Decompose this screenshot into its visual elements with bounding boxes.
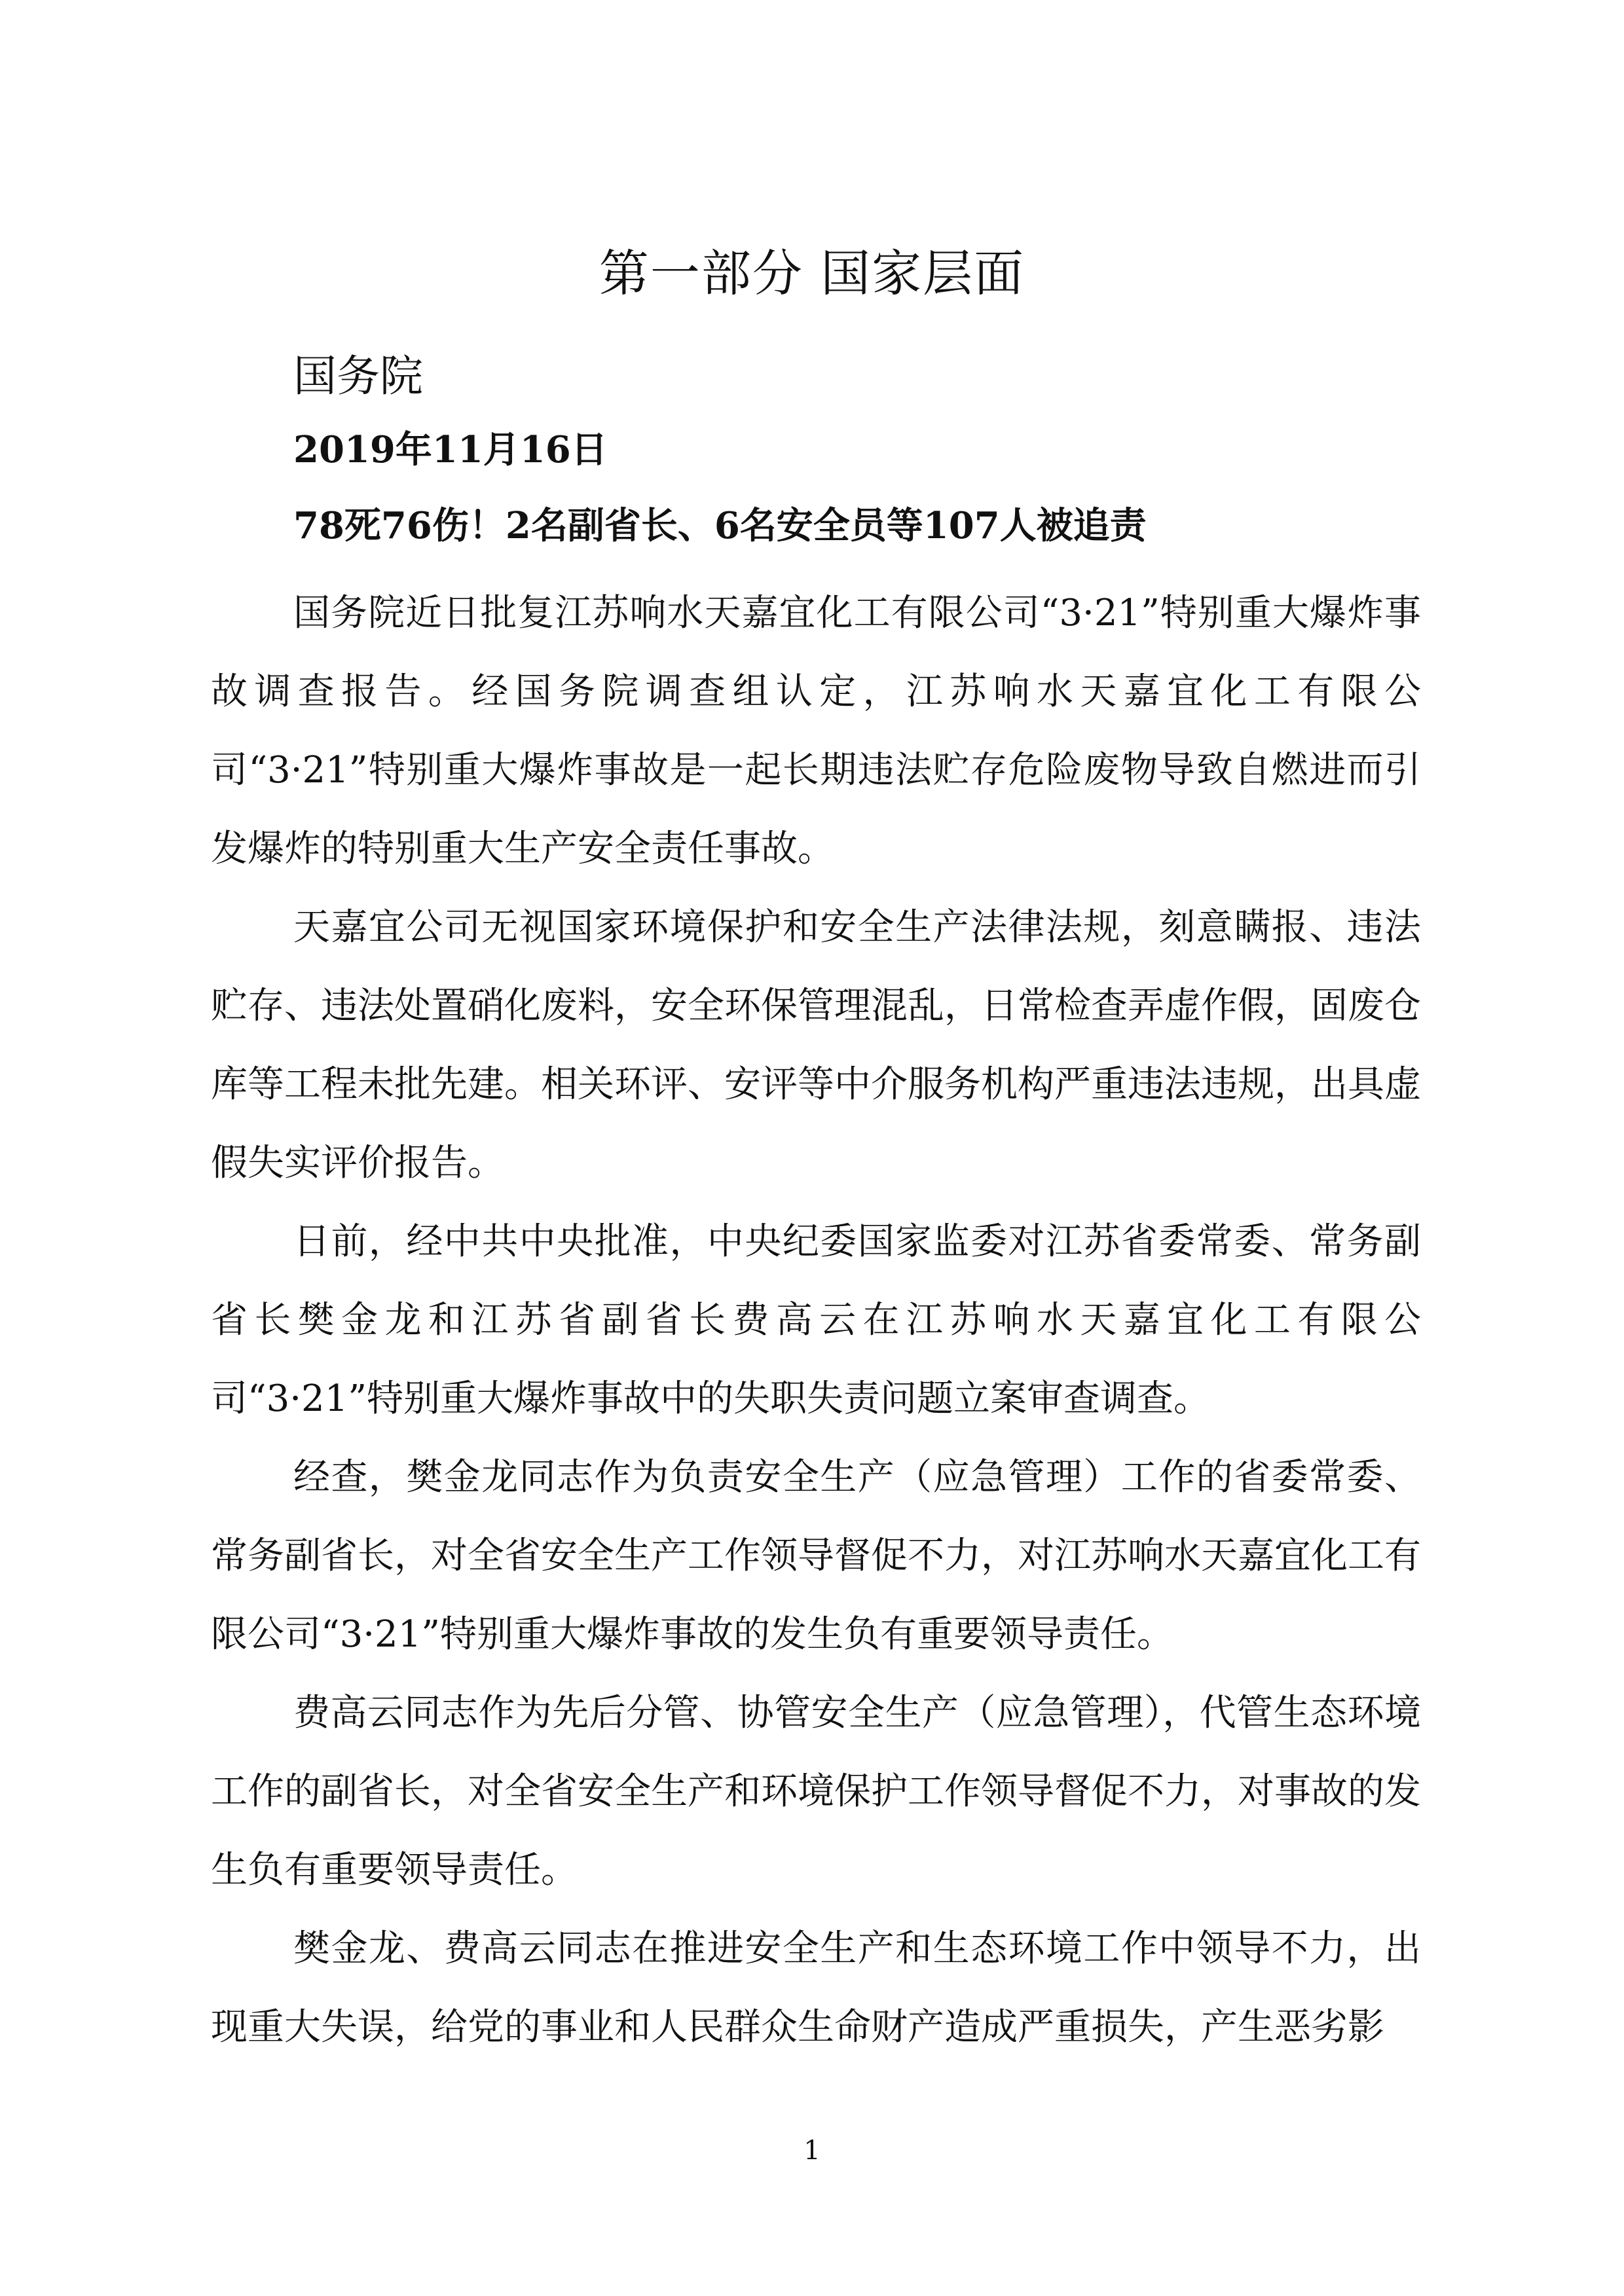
paragraph: 天嘉宜公司无视国家环境保护和安全生产法律法规，刻意瞒报、违法贮存、违法处置硝化废料，安全环保管理混乱，日常检查弄虚作假，固废仓库等工程未批先建。相关环评、安评等中介服务机构严重违法违规，出具虚假失实评价报告。 bbox=[211, 906, 1421, 1184]
page-number: 1 bbox=[803, 2136, 821, 2166]
article-date: 2019年11月16日 bbox=[293, 428, 608, 471]
paragraph: 樊金龙、费高云同志在推进安全生产和生态环境工作中领导不力，出现重大失误，给党的事业和人民群众生命财产造成严重损失，产生恶劣影 bbox=[211, 1927, 1421, 2049]
section-heading: 国务院 bbox=[293, 351, 423, 401]
paragraph: 费高云同志作为先后分管、协管安全生产（应急管理），代管生态环境工作的副省长，对全省安全生产和环境保护工作领导督促不力，对事故的发生负有重要领导责任。 bbox=[211, 1692, 1421, 1891]
paragraph: 经查，樊金龙同志作为负责安全生产（应急管理）工作的省委常委、常务副省长，对全省安全生产工作领导督促不力，对江苏响水天嘉宜化工有限公司“3·21”特别重大爆炸事故的发生负有重要领导责任。 bbox=[211, 1456, 1421, 1656]
article-body bbox=[211, 574, 1421, 2067]
part-title: 第一部分 国家层面 bbox=[599, 244, 1025, 302]
paragraph: 国务院近日批复江苏响水天嘉宜化工有限公司“3·21”特别重大爆炸事故调查报告。经国务院调查组认定，江苏响水天嘉宜化工有限公司“3·21”特别重大爆炸事故是一起长期违法贮存危险废物导致自燃进而引发爆炸的特别重大生产安全责任事故。 bbox=[211, 592, 1421, 870]
article-headline: 78死76伤！2名副省长、6名安全员等107人被追责 bbox=[293, 504, 1147, 547]
paragraph: 日前，经中共中央批准，中央纪委国家监委对江苏省委常委、常务副省长樊金龙和江苏省副省长费高云在江苏响水天嘉宜化工有限公司“3·21”特别重大爆炸事故中的失职失责问题立案审查调查。 bbox=[211, 1220, 1421, 1420]
